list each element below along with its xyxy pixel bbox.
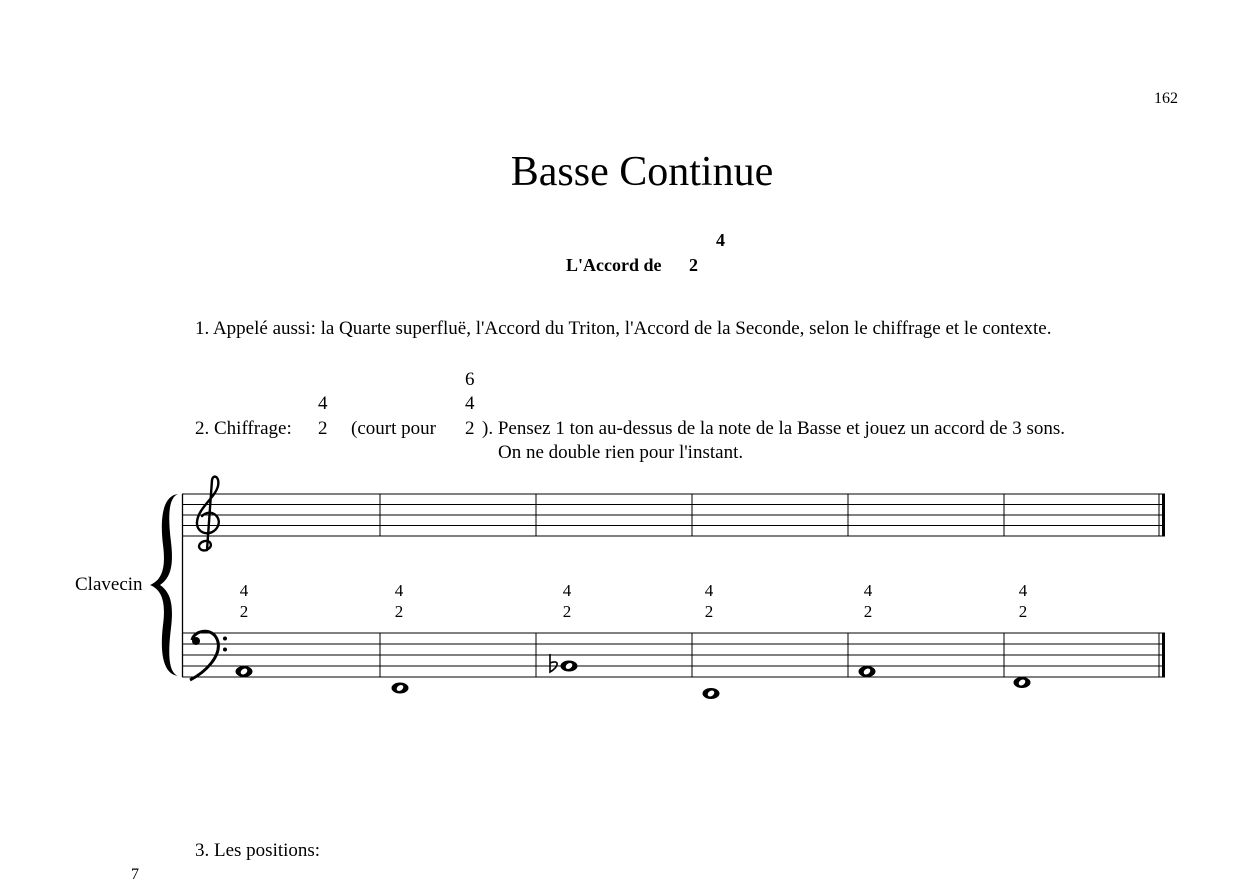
court-pour-text: (court pour [351,418,436,439]
figure-numeral: 4 [562,581,572,600]
flat-icon [550,654,557,672]
figure-numeral: 4 [1018,581,1028,600]
subtitle-figure-bottom: 2 [689,255,698,275]
barlines [380,494,1159,677]
subtitle-figure-top: 4 [716,230,725,250]
chiffrage-figure-full-bottom: 2 [465,418,475,439]
whole-note [703,688,720,699]
figure-numeral: 2 [562,602,572,621]
chiffrage-figure-short-bottom: 2 [318,418,328,439]
treble-clef-icon [197,477,219,551]
whole-note [859,666,876,677]
final-barline [1162,494,1165,677]
chiffrage-figure-full-top: 6 [465,369,475,390]
figure-numeral: 2 [704,602,714,621]
paragraph-3: 3. Les positions: [195,840,321,861]
figure-numeral: 2 [863,602,873,621]
subtitle-label: L'Accord de [566,255,662,275]
figure-numeral: 2 [394,602,404,621]
page-title: Basse Continue [510,149,774,195]
chiffrage-figure-short-top: 4 [318,393,328,414]
grand-staff-brace [150,494,178,676]
figure-numeral: 4 [394,581,404,600]
chiffrage-rest-text: ). Pensez 1 ton au-dessus de la note de la Basse et jouez un accord de 3 sons. [482,418,1066,439]
figure-numeral: 2 [239,602,249,621]
figure-numeral: 4 [704,581,714,600]
bass-staff [182,633,1165,677]
whole-note [236,666,253,677]
figure-numeral: 2 [1018,602,1028,621]
whole-note [392,683,409,694]
instrument-name: Clavecin [75,574,143,595]
chiffrage-line-2: On ne double rien pour l'instant. [498,442,744,463]
paragraph-1: 1. Appelé aussi: la Quarte superfluë, l'Accord du Triton, l'Accord de la Seconde, selon le chiffrage et le contexte. [195,318,1052,339]
whole-note [550,654,578,672]
page-number: 162 [1154,90,1178,107]
bass-clef-icon [190,631,227,680]
chiffrage-label: 2. Chiffrage: [195,418,292,439]
footer-fragment: 7 [131,866,139,883]
treble-staff [182,494,1165,536]
figure-numeral: 4 [863,581,873,600]
chiffrage-figure-full-middle: 4 [465,393,475,414]
whole-note [1014,677,1031,688]
figured-bass-layer [240,581,1028,621]
figure-numeral: 4 [239,581,249,600]
